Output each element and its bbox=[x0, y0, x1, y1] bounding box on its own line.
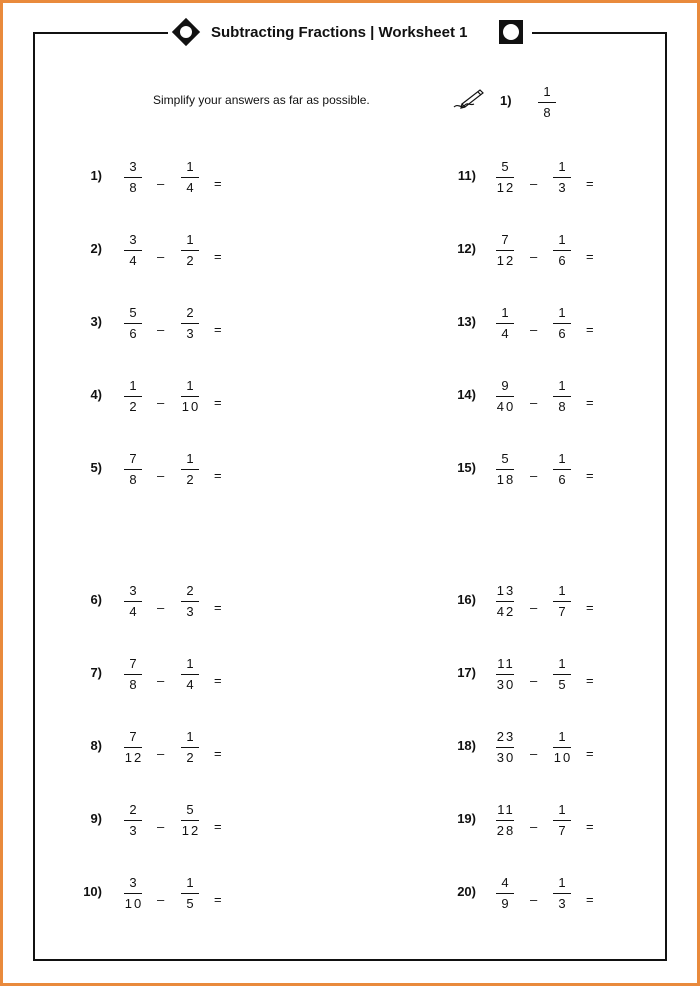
numerator: 1 bbox=[558, 451, 568, 466]
denominator: 6 bbox=[558, 326, 568, 341]
minus-sign: – bbox=[157, 249, 165, 264]
first-fraction bbox=[490, 233, 520, 268]
first-fraction bbox=[118, 876, 148, 911]
fraction-bar bbox=[181, 601, 199, 602]
first-fraction bbox=[490, 452, 520, 487]
equals-sign: = bbox=[586, 395, 594, 410]
equals-sign: = bbox=[214, 395, 222, 410]
example-answer bbox=[532, 85, 562, 120]
minus-sign: – bbox=[157, 322, 165, 337]
denominator: 12 bbox=[496, 253, 516, 268]
second-fraction bbox=[175, 876, 205, 911]
numerator: 2 bbox=[129, 802, 139, 817]
numerator: 2 bbox=[186, 305, 196, 320]
denominator: 4 bbox=[186, 180, 196, 195]
denominator: 3 bbox=[129, 823, 139, 838]
denominator: 2 bbox=[129, 399, 139, 414]
pencil-writing-icon bbox=[452, 87, 486, 111]
denominator: 10 bbox=[181, 399, 201, 414]
denominator: 6 bbox=[558, 253, 568, 268]
fraction-bar bbox=[496, 747, 514, 748]
denominator: 7 bbox=[558, 604, 568, 619]
denominator: 8 bbox=[129, 472, 139, 487]
minus-sign: – bbox=[157, 600, 165, 615]
fraction-bar bbox=[124, 747, 142, 748]
numerator: 1 bbox=[558, 729, 568, 744]
fraction-bar bbox=[553, 177, 571, 178]
fraction-bar bbox=[124, 469, 142, 470]
problem-number: 4) bbox=[90, 387, 102, 402]
fraction-bar bbox=[538, 102, 556, 103]
second-fraction bbox=[175, 233, 205, 268]
first-fraction bbox=[490, 657, 520, 692]
denominator: 5 bbox=[186, 896, 196, 911]
second-fraction bbox=[547, 657, 577, 692]
numerator: 3 bbox=[129, 159, 139, 174]
first-fraction bbox=[490, 306, 520, 341]
fraction-bar bbox=[553, 820, 571, 821]
minus-sign: – bbox=[530, 322, 538, 337]
problem-number: 10) bbox=[83, 884, 102, 899]
first-fraction bbox=[490, 160, 520, 195]
square-ornament-icon bbox=[499, 20, 523, 44]
second-fraction bbox=[175, 657, 205, 692]
fraction-bar bbox=[553, 747, 571, 748]
fraction-bar bbox=[496, 396, 514, 397]
first-fraction bbox=[118, 657, 148, 692]
second-fraction bbox=[547, 452, 577, 487]
minus-sign: – bbox=[157, 819, 165, 834]
denominator: 4 bbox=[186, 677, 196, 692]
fraction-bar bbox=[181, 820, 199, 821]
numerator: 1 bbox=[558, 232, 568, 247]
second-fraction bbox=[547, 306, 577, 341]
denominator: 10 bbox=[553, 750, 573, 765]
denominator: 10 bbox=[124, 896, 144, 911]
problem-number: 1) bbox=[90, 168, 102, 183]
numerator: 5 bbox=[501, 159, 511, 174]
second-fraction bbox=[547, 160, 577, 195]
denominator: 4 bbox=[501, 326, 511, 341]
equals-sign: = bbox=[586, 600, 594, 615]
denominator: 4 bbox=[129, 253, 139, 268]
denominator: 5 bbox=[558, 677, 568, 692]
minus-sign: – bbox=[157, 673, 165, 688]
equals-sign: = bbox=[214, 819, 222, 834]
fraction-bar bbox=[496, 177, 514, 178]
fraction-bar bbox=[553, 601, 571, 602]
fraction-bar bbox=[124, 396, 142, 397]
numerator: 1 bbox=[129, 378, 139, 393]
problem-number: 16) bbox=[457, 592, 476, 607]
numerator: 1 bbox=[558, 802, 568, 817]
denominator: 12 bbox=[181, 823, 201, 838]
first-fraction bbox=[118, 379, 148, 414]
equals-sign: = bbox=[586, 892, 594, 907]
second-fraction bbox=[547, 584, 577, 619]
fraction-bar bbox=[124, 820, 142, 821]
minus-sign: – bbox=[530, 600, 538, 615]
denominator: 12 bbox=[496, 180, 516, 195]
equals-sign: = bbox=[214, 176, 222, 191]
fraction-bar bbox=[124, 250, 142, 251]
fraction-bar bbox=[181, 469, 199, 470]
numerator: 5 bbox=[186, 802, 196, 817]
equals-sign: = bbox=[586, 819, 594, 834]
first-fraction bbox=[118, 730, 148, 765]
equals-sign: = bbox=[214, 746, 222, 761]
numerator: 1 bbox=[186, 232, 196, 247]
denominator: 3 bbox=[558, 180, 568, 195]
denominator: 30 bbox=[496, 750, 516, 765]
numerator: 13 bbox=[496, 583, 516, 598]
denominator: 3 bbox=[186, 326, 196, 341]
example-numerator: 1 bbox=[543, 84, 553, 99]
minus-sign: – bbox=[530, 468, 538, 483]
numerator: 1 bbox=[558, 159, 568, 174]
numerator: 7 bbox=[501, 232, 511, 247]
first-fraction bbox=[118, 803, 148, 838]
fraction-bar bbox=[124, 674, 142, 675]
first-fraction bbox=[490, 730, 520, 765]
denominator: 7 bbox=[558, 823, 568, 838]
second-fraction bbox=[547, 379, 577, 414]
second-fraction bbox=[175, 452, 205, 487]
problem-number: 5) bbox=[90, 460, 102, 475]
equals-sign: = bbox=[586, 673, 594, 688]
problem-number: 2) bbox=[90, 241, 102, 256]
denominator: 8 bbox=[129, 677, 139, 692]
page-title: Subtracting Fractions | Worksheet 1 bbox=[211, 24, 468, 41]
equals-sign: = bbox=[586, 176, 594, 191]
equals-sign: = bbox=[214, 600, 222, 615]
problem-number: 8) bbox=[90, 738, 102, 753]
problem-number: 9) bbox=[90, 811, 102, 826]
minus-sign: – bbox=[530, 249, 538, 264]
numerator: 3 bbox=[129, 583, 139, 598]
denominator: 3 bbox=[186, 604, 196, 619]
numerator: 5 bbox=[129, 305, 139, 320]
fraction-bar bbox=[124, 601, 142, 602]
fraction-bar bbox=[124, 177, 142, 178]
second-fraction bbox=[175, 306, 205, 341]
minus-sign: – bbox=[530, 892, 538, 907]
numerator: 7 bbox=[129, 729, 139, 744]
first-fraction bbox=[490, 379, 520, 414]
denominator: 2 bbox=[186, 472, 196, 487]
fraction-bar bbox=[496, 820, 514, 821]
denominator: 28 bbox=[496, 823, 516, 838]
example-denominator: 8 bbox=[543, 105, 553, 120]
minus-sign: – bbox=[530, 176, 538, 191]
numerator: 23 bbox=[496, 729, 516, 744]
problem-number: 7) bbox=[90, 665, 102, 680]
second-fraction bbox=[175, 730, 205, 765]
equals-sign: = bbox=[214, 322, 222, 337]
second-fraction bbox=[547, 233, 577, 268]
first-fraction bbox=[490, 803, 520, 838]
fraction-bar bbox=[496, 601, 514, 602]
denominator: 12 bbox=[124, 750, 144, 765]
second-fraction bbox=[175, 160, 205, 195]
numerator: 1 bbox=[186, 159, 196, 174]
second-fraction bbox=[175, 803, 205, 838]
numerator: 2 bbox=[186, 583, 196, 598]
equals-sign: = bbox=[586, 249, 594, 264]
second-fraction bbox=[547, 803, 577, 838]
fraction-bar bbox=[181, 674, 199, 675]
fraction-bar bbox=[124, 893, 142, 894]
denominator: 6 bbox=[558, 472, 568, 487]
second-fraction bbox=[547, 730, 577, 765]
problem-number: 11) bbox=[457, 168, 476, 183]
numerator: 7 bbox=[129, 451, 139, 466]
problem-number: 20) bbox=[457, 884, 476, 899]
fraction-bar bbox=[496, 674, 514, 675]
fraction-bar bbox=[553, 893, 571, 894]
problem-number: 6) bbox=[90, 592, 102, 607]
minus-sign: – bbox=[157, 395, 165, 410]
numerator: 11 bbox=[497, 656, 515, 671]
problem-number: 19) bbox=[457, 811, 476, 826]
denominator: 18 bbox=[496, 472, 516, 487]
fraction-bar bbox=[553, 469, 571, 470]
numerator: 1 bbox=[558, 656, 568, 671]
minus-sign: – bbox=[530, 395, 538, 410]
problem-number: 3) bbox=[90, 314, 102, 329]
numerator: 3 bbox=[129, 232, 139, 247]
numerator: 3 bbox=[129, 875, 139, 890]
problem-number: 12) bbox=[457, 241, 476, 256]
fraction-bar bbox=[181, 396, 199, 397]
numerator: 1 bbox=[558, 875, 568, 890]
fraction-bar bbox=[496, 250, 514, 251]
denominator: 9 bbox=[501, 896, 511, 911]
first-fraction bbox=[118, 160, 148, 195]
minus-sign: – bbox=[157, 176, 165, 191]
numerator: 1 bbox=[558, 583, 568, 598]
minus-sign: – bbox=[530, 746, 538, 761]
minus-sign: – bbox=[157, 892, 165, 907]
first-fraction bbox=[118, 306, 148, 341]
denominator: 30 bbox=[496, 677, 516, 692]
first-fraction bbox=[490, 876, 520, 911]
second-fraction bbox=[175, 379, 205, 414]
fraction-bar bbox=[553, 250, 571, 251]
problem-number: 17) bbox=[457, 665, 476, 680]
denominator: 6 bbox=[129, 326, 139, 341]
minus-sign: – bbox=[157, 468, 165, 483]
problem-number: 14) bbox=[457, 387, 476, 402]
equals-sign: = bbox=[214, 468, 222, 483]
equals-sign: = bbox=[586, 746, 594, 761]
fraction-bar bbox=[553, 396, 571, 397]
numerator: 1 bbox=[186, 451, 196, 466]
fraction-bar bbox=[553, 674, 571, 675]
numerator: 1 bbox=[558, 305, 568, 320]
numerator: 11 bbox=[497, 802, 515, 817]
fraction-bar bbox=[181, 893, 199, 894]
fraction-bar bbox=[496, 469, 514, 470]
second-fraction bbox=[547, 876, 577, 911]
numerator: 1 bbox=[186, 378, 196, 393]
problem-number: 18) bbox=[457, 738, 476, 753]
denominator: 8 bbox=[558, 399, 568, 414]
denominator: 8 bbox=[129, 180, 139, 195]
minus-sign: – bbox=[530, 819, 538, 834]
numerator: 1 bbox=[186, 875, 196, 890]
numerator: 1 bbox=[501, 305, 511, 320]
fraction-bar bbox=[181, 250, 199, 251]
first-fraction bbox=[490, 584, 520, 619]
equals-sign: = bbox=[586, 468, 594, 483]
fraction-bar bbox=[496, 323, 514, 324]
equals-sign: = bbox=[214, 249, 222, 264]
first-fraction bbox=[118, 233, 148, 268]
denominator: 2 bbox=[186, 750, 196, 765]
numerator: 1 bbox=[558, 378, 568, 393]
numerator: 7 bbox=[129, 656, 139, 671]
fraction-bar bbox=[181, 323, 199, 324]
second-fraction bbox=[175, 584, 205, 619]
first-fraction bbox=[118, 452, 148, 487]
first-fraction bbox=[118, 584, 148, 619]
numerator: 1 bbox=[186, 656, 196, 671]
fraction-bar bbox=[181, 177, 199, 178]
minus-sign: – bbox=[530, 673, 538, 688]
example-label: 1) bbox=[500, 93, 512, 108]
fraction-bar bbox=[124, 323, 142, 324]
problem-number: 13) bbox=[457, 314, 476, 329]
denominator: 2 bbox=[186, 253, 196, 268]
fraction-bar bbox=[553, 323, 571, 324]
denominator: 3 bbox=[558, 896, 568, 911]
minus-sign: – bbox=[157, 746, 165, 761]
equals-sign: = bbox=[586, 322, 594, 337]
problem-number: 15) bbox=[457, 460, 476, 475]
numerator: 4 bbox=[501, 875, 511, 890]
numerator: 1 bbox=[186, 729, 196, 744]
equals-sign: = bbox=[214, 892, 222, 907]
instructions: Simplify your answers as far as possible. bbox=[153, 93, 370, 107]
numerator: 5 bbox=[501, 451, 511, 466]
equals-sign: = bbox=[214, 673, 222, 688]
denominator: 42 bbox=[496, 604, 516, 619]
numerator: 9 bbox=[501, 378, 511, 393]
fraction-bar bbox=[496, 893, 514, 894]
fraction-bar bbox=[181, 747, 199, 748]
denominator: 40 bbox=[496, 399, 516, 414]
denominator: 4 bbox=[129, 604, 139, 619]
